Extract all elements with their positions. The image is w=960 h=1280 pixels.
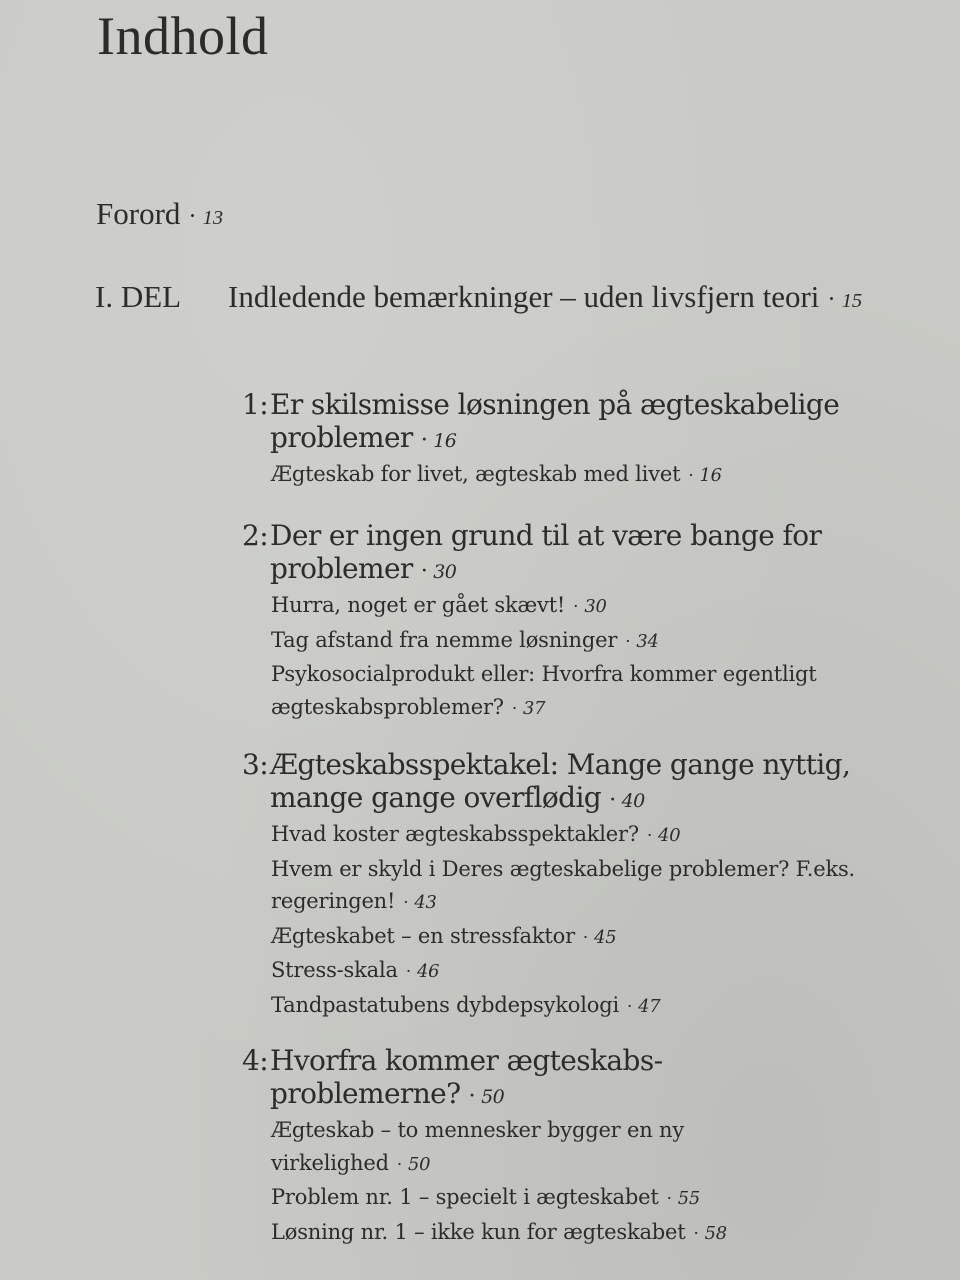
toc-chapter-2 bbox=[242, 519, 902, 725]
page-number: 30 bbox=[584, 596, 607, 617]
separator-dot: · bbox=[573, 596, 579, 616]
toc-entry-section[interactable] bbox=[271, 853, 902, 920]
chapter-number: 4: bbox=[242, 1044, 269, 1077]
page-number: 40 bbox=[621, 790, 645, 812]
toc-entry-section[interactable] bbox=[271, 458, 902, 493]
chapter-number: 1: bbox=[242, 388, 269, 421]
separator-dot: · bbox=[420, 558, 428, 584]
toc-entry-section[interactable] bbox=[271, 624, 902, 659]
toc-chapter-1 bbox=[242, 388, 902, 493]
page-number: 46 bbox=[416, 961, 440, 982]
separator-dot: · bbox=[405, 961, 411, 981]
part-label: I. DEL bbox=[95, 279, 182, 314]
separator-dot: · bbox=[420, 427, 428, 453]
page-number: 16 bbox=[699, 465, 722, 486]
toc-entry-forord[interactable] bbox=[96, 194, 223, 238]
toc-entry-section[interactable] bbox=[271, 1181, 902, 1216]
chapter-number: 2: bbox=[242, 519, 269, 552]
entry-title: Hurra, noget er gået skævt! bbox=[271, 593, 566, 617]
toc-entry-section[interactable] bbox=[271, 589, 902, 624]
entry-title: Psykosocialprodukt eller: Hvorfra kommer egentligt ægteskabsproblemer? bbox=[271, 662, 817, 719]
entry-title: Der er ingen grund til at være bange for problemer bbox=[270, 519, 822, 585]
separator-dot: · bbox=[693, 1222, 699, 1243]
toc-entry-part-1[interactable] bbox=[228, 276, 908, 322]
toc-entry-section[interactable] bbox=[271, 989, 902, 1024]
entry-title: Indledende bemærkninger – uden livsfjern teori bbox=[228, 279, 820, 314]
page-number: 43 bbox=[414, 892, 437, 913]
entry-title: Tandpastatubens dybdepsykologi bbox=[271, 992, 619, 1017]
page-number: 40 bbox=[658, 825, 681, 846]
page-number: 45 bbox=[594, 926, 617, 948]
toc-entry-chapter[interactable] bbox=[242, 748, 902, 818]
separator-dot: · bbox=[468, 1083, 476, 1109]
separator-dot: · bbox=[582, 926, 589, 947]
entry-title: Tag afstand fra nemme løsninger bbox=[271, 627, 618, 652]
toc-chapter-4 bbox=[242, 1044, 902, 1250]
chapter-number: 3: bbox=[242, 748, 269, 781]
separator-dot: · bbox=[609, 787, 616, 813]
page-number: 13 bbox=[202, 207, 224, 229]
separator-dot: · bbox=[625, 630, 631, 651]
page-title: Indhold bbox=[97, 6, 269, 66]
toc-entry-chapter[interactable] bbox=[242, 1044, 902, 1114]
entry-title: Problem nr. 1 – specielt i ægteskabet bbox=[271, 1185, 659, 1209]
toc-entry-section[interactable] bbox=[271, 920, 902, 955]
toc-entry-section[interactable] bbox=[271, 818, 902, 853]
separator-dot: · bbox=[646, 825, 653, 845]
page-number: 15 bbox=[841, 290, 863, 312]
toc-entry-section[interactable] bbox=[271, 1114, 741, 1181]
page-number: 16 bbox=[433, 430, 457, 452]
entry-title: Ægteskabet – en stressfaktor bbox=[271, 923, 575, 948]
toc-entry-section[interactable] bbox=[271, 658, 902, 725]
toc-entry-section[interactable] bbox=[271, 954, 902, 989]
separator-dot: · bbox=[396, 1153, 402, 1174]
toc-entry-chapter[interactable] bbox=[242, 388, 902, 458]
entry-title: Ægteskab for livet, ægteskab med livet bbox=[271, 462, 681, 486]
separator-dot: · bbox=[666, 1188, 672, 1208]
separator-dot: · bbox=[403, 892, 409, 912]
page-number: 37 bbox=[522, 697, 546, 719]
separator-dot: · bbox=[688, 465, 694, 485]
entry-title: Ægteskab – to mennesker bygger en ny virkelighed bbox=[271, 1118, 685, 1175]
entry-title: Hvad koster ægteskabsspektakler? bbox=[271, 822, 639, 846]
page-number: 50 bbox=[481, 1086, 505, 1108]
separator-dot: · bbox=[827, 286, 836, 313]
page-number: 50 bbox=[407, 1153, 431, 1175]
toc-entry-chapter[interactable] bbox=[242, 519, 902, 589]
separator-dot: · bbox=[626, 995, 633, 1016]
entry-title: Hvem er skyld i Deres ægteskabelige problemer? F.eks. regeringen! bbox=[271, 856, 856, 913]
toc-entry-section[interactable] bbox=[271, 1216, 902, 1251]
entry-title: Hvorfra kommer ægteskabs-problemerne? bbox=[270, 1044, 663, 1110]
page-number: 30 bbox=[433, 561, 457, 583]
separator-dot: · bbox=[511, 697, 517, 718]
entry-title: Er skilsmisse løsningen på ægteskabelige problemer bbox=[270, 388, 840, 454]
page-number: 58 bbox=[704, 1222, 727, 1244]
separator-dot: · bbox=[188, 203, 197, 230]
entry-title: Stress-skala bbox=[271, 958, 398, 982]
page-number: 34 bbox=[636, 630, 659, 652]
page-number: 47 bbox=[638, 995, 661, 1017]
entry-title: Forord bbox=[96, 196, 181, 231]
page-number: 55 bbox=[677, 1188, 701, 1209]
entry-title: Løsning nr. 1 – ikke kun for ægteskabet bbox=[271, 1219, 686, 1244]
toc-chapter-3 bbox=[242, 748, 902, 1023]
entry-title: Ægteskabsspektakel: Mange gange nyttig, mange gange overflødig bbox=[270, 748, 851, 814]
